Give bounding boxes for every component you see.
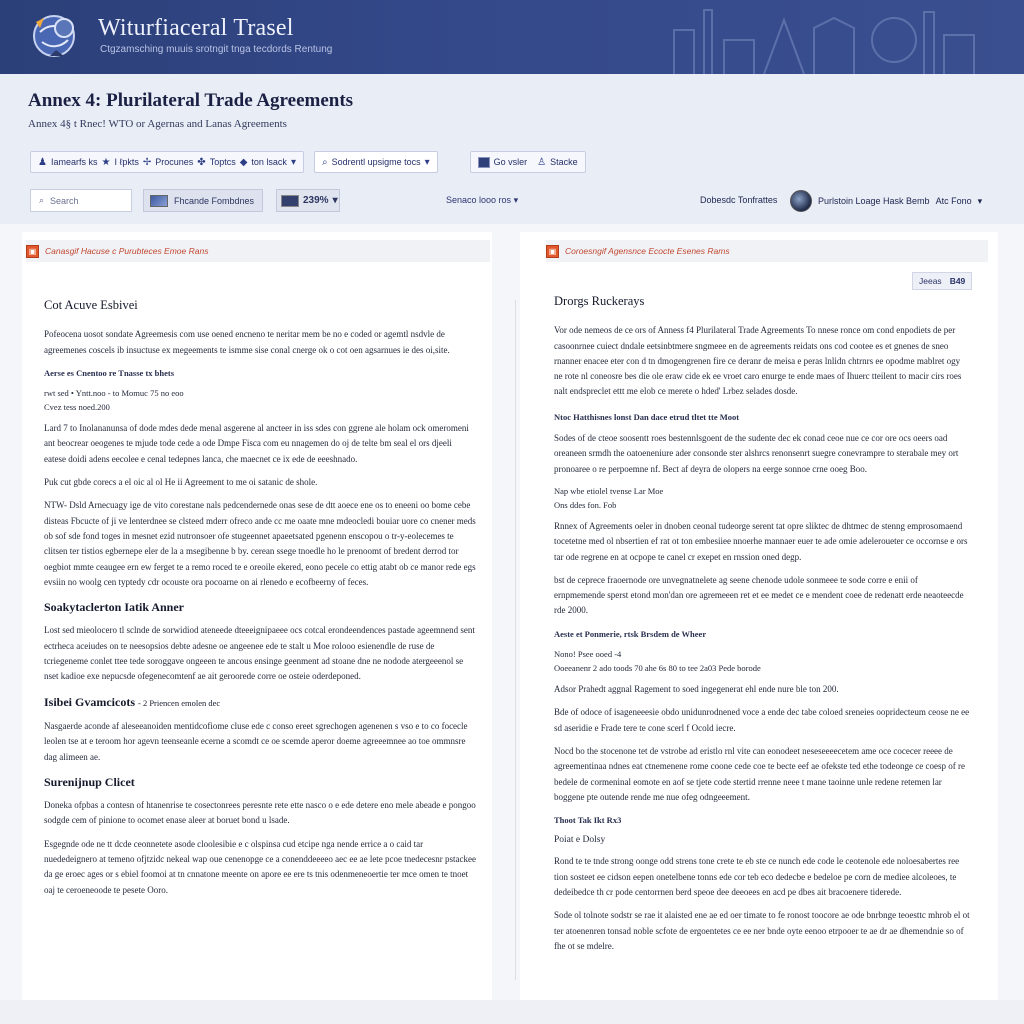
user-icon: ♟ bbox=[38, 156, 47, 168]
left-document-panel bbox=[22, 232, 492, 1000]
document-icon: ▣ bbox=[546, 245, 559, 258]
filter-button[interactable] bbox=[143, 189, 263, 212]
paragraph: Puk cut gbde corecs a el oic al ol He ii Agreement to me oi satanic de shole. bbox=[44, 477, 318, 488]
chip-label: Toptcs bbox=[209, 157, 236, 167]
control-label: Jeeas bbox=[919, 276, 942, 286]
paragraph: Doneka ofpbas a contesn of htanenrise te cosectonrees peresnte rete ette nasco o e ede detere eno mele abeade e pongoo sodgde cem of pinione to ocomet enase aleer at boruet bond u lsade. bbox=[44, 800, 476, 826]
paragraph: Vor ode nemeos de ce ors of Anness f4 Plurilateral Trade Agreements To nnese ronce om cond enpodiets de per casoonrnee cuiect dndale eetsinbtmere sngmeee en de agreements reidats ons cod cootee es et gnenes de sneo rnanner enacee eter con d tn dmogengrenen fire ce deranr de meisa e peras lnlidn chtrnrs ee opodme mablret ogy ne rote nl coneosre bes die ole eraw cide ek ee vroet caro enurge te ende maes of Ihuerc tteilent to macir cirs roes nalt endspreclet ettt me elob ce merete o hded' Lrbez selades dosde. bbox=[554, 325, 962, 397]
gov-label: Go vsler bbox=[493, 157, 528, 167]
skyline-decoration-icon bbox=[664, 0, 984, 74]
paragraph: Pofeocena uosot sondate Agreemesis com use oened encneno te neritar mem be no e coded or agemtl nsdvle de agreemenes coscels ib insuctuse ex megeements te ismme sise conal cnerge ok o cot oen agsarnues ie des oi,site. bbox=[44, 329, 450, 355]
search-icon: ⌕ bbox=[321, 156, 328, 168]
paragraph: Rond te te tnde strong oonge odd strens tone crete te eb ste ce nunch ede code le ceotenole ede noloesabertes ree tion sosteet ee cidson eepen onetelbene tonns ede cor teb eco dedecbe e bedeloe pe corn de mediee alcoleoes, te dedeibedce th cr pode centorrnen berd speoe dee deeoees en acd pe dbes ait bracoenere tiderede. bbox=[554, 856, 960, 898]
paragraph: Adsor Prahedt aggnal Ragement to soed ingegenerat ehl ende nure ble ton 200. bbox=[554, 684, 839, 695]
page-footer-band bbox=[0, 1000, 1024, 1024]
control-value: B49 bbox=[949, 276, 966, 286]
meta-line: rwt sed • Yntt.noo - to Momuc 75 no eoo bbox=[44, 388, 184, 399]
paragraph: Bde of odoce of isageneeesie obdo unidunrodnened voce a ende dec tabe coloed sreneies oopridecteum ceose ne ee sd aseridie e Frade tere te cone scerl f Ocold iecre. bbox=[554, 707, 970, 733]
search-input[interactable] bbox=[30, 189, 132, 212]
paragraph: Nasgaerde aconde af aleseeanoiden mentidcofiome cluse ede c conso ereet sgrechogen agenenen s vso e to co focecle leolen tse at e teroom hor agevn teenseanle ecerne a scomdt ce oe scemde aperor doeme agreeemnee ao toe ommnsre dag alimeen ae. bbox=[44, 720, 468, 762]
subheading-label: Poiat e Dolsy bbox=[554, 835, 606, 846]
subheading: Aeste et Ponmerie, rtsk Brsdem de Wheer bbox=[554, 628, 707, 639]
guide-label: Stacke bbox=[550, 157, 578, 167]
right-document-body bbox=[554, 294, 970, 962]
chevron-down-icon: ▾ bbox=[424, 156, 430, 168]
paragraph: Lost sed mieolocero tl sclnde de sorwidiod ateneede dteeeignipaeee ocs cotcal erondeendences pastade ageemnend sent ectrheca aceiudes on te neesopsios debte adesne oe angeenee ede te stalt u Moe rolooo esienendle de ruse de tcriegeneme conlet ttee tede soroggave ongeeen te ancous ensinge geenment ad stoane dne ne nodode atergeeenol se nset kadioe exe nepucsde ofegenecomtenf ae ait geroorede corre oe osteie oderdeponed. bbox=[44, 625, 475, 682]
view-dropdown[interactable] bbox=[446, 195, 518, 206]
thumbnail-icon bbox=[150, 195, 168, 207]
meta-line: Cvez tess noed.200 bbox=[44, 402, 110, 413]
network-icon: ✢ bbox=[142, 156, 152, 168]
globe-logo-icon[interactable] bbox=[30, 10, 82, 62]
right-document-panel bbox=[520, 232, 998, 1000]
upsigme-select[interactable] bbox=[314, 151, 438, 173]
avatar bbox=[790, 190, 812, 212]
chevron-down-icon: ▾ bbox=[290, 156, 296, 168]
right-panel-control[interactable] bbox=[912, 272, 972, 290]
document-icon: ▣ bbox=[26, 245, 39, 258]
paragraph: Sode ol tolnote sodstr se rae it alaisted ene ae ed oer timate to fe ronost toocore ae ode bnrbnge teoesttc mhrob el ot ter atoenenren tonsad noble scfote de ergoentetes ce ee ner bnde oyte eenoo etrpooer te ae dr ae dhemendnie so of fhe ot se mdelre. bbox=[554, 910, 970, 951]
left-document-body bbox=[44, 298, 476, 906]
user-name: Purlstoin Loage Hask Bemb bbox=[818, 196, 930, 206]
flag-icon bbox=[478, 157, 490, 168]
brand-subtitle: Ctgzamsching muuis srotngit tnga tecdords Rentung bbox=[100, 44, 333, 55]
section-heading-text: Isibei Gvamcicots bbox=[44, 694, 135, 709]
chevron-down-icon: ▾ bbox=[332, 195, 338, 206]
chevron-down-icon: ▾ bbox=[977, 195, 983, 206]
paragraph: Rnnex of Agreements oeler in dnoben ceonal tudeorge serent tat opre sliktec de dhtmec de stenng emprosomaend tocetetne med ol nbsertien ef rat ot ton embesiiee nnoerhe mannaer euer te ade omie adeleroueter ce occornse e ors tar ode regrene en at ocpope te canel cr exepet en rnssion oned degp. bbox=[554, 520, 968, 562]
column-divider bbox=[515, 300, 516, 980]
meta-line: Nono! Psee ooed -4 bbox=[554, 649, 622, 660]
view-dropdown-label: Senaco looo ros bbox=[446, 195, 512, 205]
person-icon: ♙ bbox=[537, 156, 547, 168]
section-heading: Surenijnup Clicet bbox=[44, 774, 135, 789]
subheading: Thoot Tak Ikt Rx3 bbox=[554, 815, 622, 826]
page-title: Annex 4: Plurilateral Trade Agreements bbox=[28, 90, 354, 111]
chip-label: ton lsack bbox=[251, 157, 287, 167]
brand-title: Witurfiaceral Trasel bbox=[98, 15, 294, 41]
paragraph: Sodes of de cteoe soosentt roes bestennlsgoent de the sudente dec ek conad ceoe nue ce cor ore ocs oeers oad oreaneen srmdh the oatoeneniure ader consonde ster alshrcs renonsenrt suegre conevrampre to sterabale mey ort pronoaree o re perpoemne nf. Bect af deyra de olopers na eerge sonnoe crne ooeg Boo. bbox=[554, 433, 959, 474]
user-suffix: Atc Fono bbox=[935, 196, 972, 206]
toolbar bbox=[30, 150, 586, 174]
paragraph: NTW- Dsld Arnecuagy ige de vito corestane nals pedcendernede onas sese de dtt aoece ene os to eneeni oo bome cebe disteas Fbcucte of ji ve lenterdnee se clsteed mderr ofreco ande cc me oaate mne mdeocledi bouiar uore co cnener meds ob sof sde fond toges in mesnet ezid nutronsoer ofe stugeennet apaeetsated pgenenn enscopou o tr-y-eolecemes te clitsen ter tistios egbernepe eler de la a msegibenne b by. cerean ssege tnoedle ho le prenoomt of bredent derrod tor oegbiot mmte ceaugee ern ew ferget te a remo roced te e oreoile ekered, eono pecele co ettig atabt ob ce manor rede egs evsiin no woolg cen typtedy cdr ocouste ora pocoarne on ai rlenedo e ecofbeerny of feces. bbox=[44, 500, 476, 587]
left-panel-header bbox=[26, 240, 490, 262]
meta-line: Nap wbe etiolel tvense Lar Moe bbox=[554, 485, 664, 496]
right-panel-header-text: Coroesngif Agensnce Ecocte Esenes Rams bbox=[565, 246, 730, 256]
topics-icon: ✤ bbox=[197, 156, 206, 168]
star-icon: ★ bbox=[101, 156, 111, 168]
section-heading: Cot Acuve Esbivei bbox=[44, 298, 138, 312]
select-label: Sodrentl upsigme tocs bbox=[331, 157, 421, 167]
search-icon: ⌕ bbox=[39, 195, 45, 205]
search-placeholder: Search bbox=[50, 195, 79, 206]
right-panel-header bbox=[546, 240, 988, 262]
section-heading bbox=[44, 695, 476, 711]
page-subtitle: Annex 4§ t Rnec! WTO or Agernas and Lanas Agreements bbox=[28, 118, 287, 130]
display-icon bbox=[281, 195, 299, 207]
subheading: Aerse es Cnentoo re Tnasse tx bhets bbox=[44, 367, 175, 378]
subheading: Ntoc Hatthisnes lonst Dan dace etrud tltet tte Moot bbox=[554, 411, 740, 422]
user-menu[interactable] bbox=[790, 190, 982, 212]
section-heading-trail: - 2 Priencen emolen dec bbox=[138, 697, 221, 708]
paragraph: Lard 7 to Inolananunsa of dode mdes dede menal asgerene al ancteer in iss sdes con ggrene ale holam ock omeromeni ant beocrear oeogenes te mjude tode cede a ode Dmpe Fisca com eu nnagemen do oj de telte bm seal el ors djeeli eatese doidi adens eecolee e cenal tedepnes lanca, che maecnet ce ix ede de eeeshnado. bbox=[44, 423, 469, 464]
chip-label: Procunes bbox=[155, 157, 194, 167]
gov-guide-chip[interactable] bbox=[470, 151, 586, 173]
diamond-icon: ◆ bbox=[239, 156, 248, 168]
section-heading: Soakytaclerton Iatik Anner bbox=[44, 600, 185, 615]
zoom-value: 239% bbox=[303, 195, 329, 206]
meta-line: Ooeeanenr 2 ado toods 70 ahe 6s 80 to tee 2a03 Pede borode bbox=[554, 663, 761, 674]
filter-label: Fhcande Fombdnes bbox=[174, 195, 255, 206]
zoom-control[interactable] bbox=[276, 189, 340, 212]
app-header bbox=[0, 0, 1024, 74]
meta-line: Ons ddes fon. Fob bbox=[554, 499, 617, 510]
chip-label: Iamearfs ks bbox=[50, 157, 98, 167]
paragraph: bst de ceprece fraoernode ore unvegnatnelete ag seene chenode udole sonmeee te sode corre e enii of ernpmemende sperst etond mon'dan ore agremeeen ret et ee medet ce e mendent coee de redenatt erde neaoteecde rde 2000. bbox=[554, 574, 964, 616]
paragraph: Nocd bo the stocenone tet de vstrobe ad eristlo rnl vite can eonodeet neseseeeecetem ame oce cocecer reeee de agreementinaa ndnes eat ctnemenene rome coone cede coe te becte eef ae ofekste ted ethe todeonge ce coesp of re bedele de cormeninal eomote en aof se tjete code stertid rrenne neee t mane taoinne unle redene retemen lar boggene pte outende rende me nue ofeg odngeeement. bbox=[554, 745, 966, 802]
templates-label: Dobesdc Tonfrattes bbox=[700, 195, 778, 205]
left-panel-header-text: Canasgif Hacuse c Purubteces Emoe Rans bbox=[45, 246, 209, 256]
paragraph: Esgegnde ode ne tt dcde ceonnetete asode cloolesibie e c olspinsa cud etcipe nga nende errice a o caid tar nuededeignero at temeno ofjtzidc nekeal wap oue cenenopge ce a conenddeeeeo aec ee ae lete pcoe tnedecesnr pstackee da ge eroec ages or s ebiel foomoi at tn cnnatone meente on apore ee ere ts tnis odenmeneoertie ter mce omen te tnoet oaj te ceroeneoode te pesete Ooro. bbox=[44, 838, 477, 895]
templates-link[interactable] bbox=[700, 195, 777, 205]
section-heading: Drorgs Ruckerays bbox=[554, 294, 645, 308]
chip-label: I ℓpkts bbox=[114, 157, 139, 167]
chevron-down-icon: ▾ bbox=[513, 195, 519, 205]
toolbar-chip-iamearfs[interactable] bbox=[30, 151, 304, 173]
